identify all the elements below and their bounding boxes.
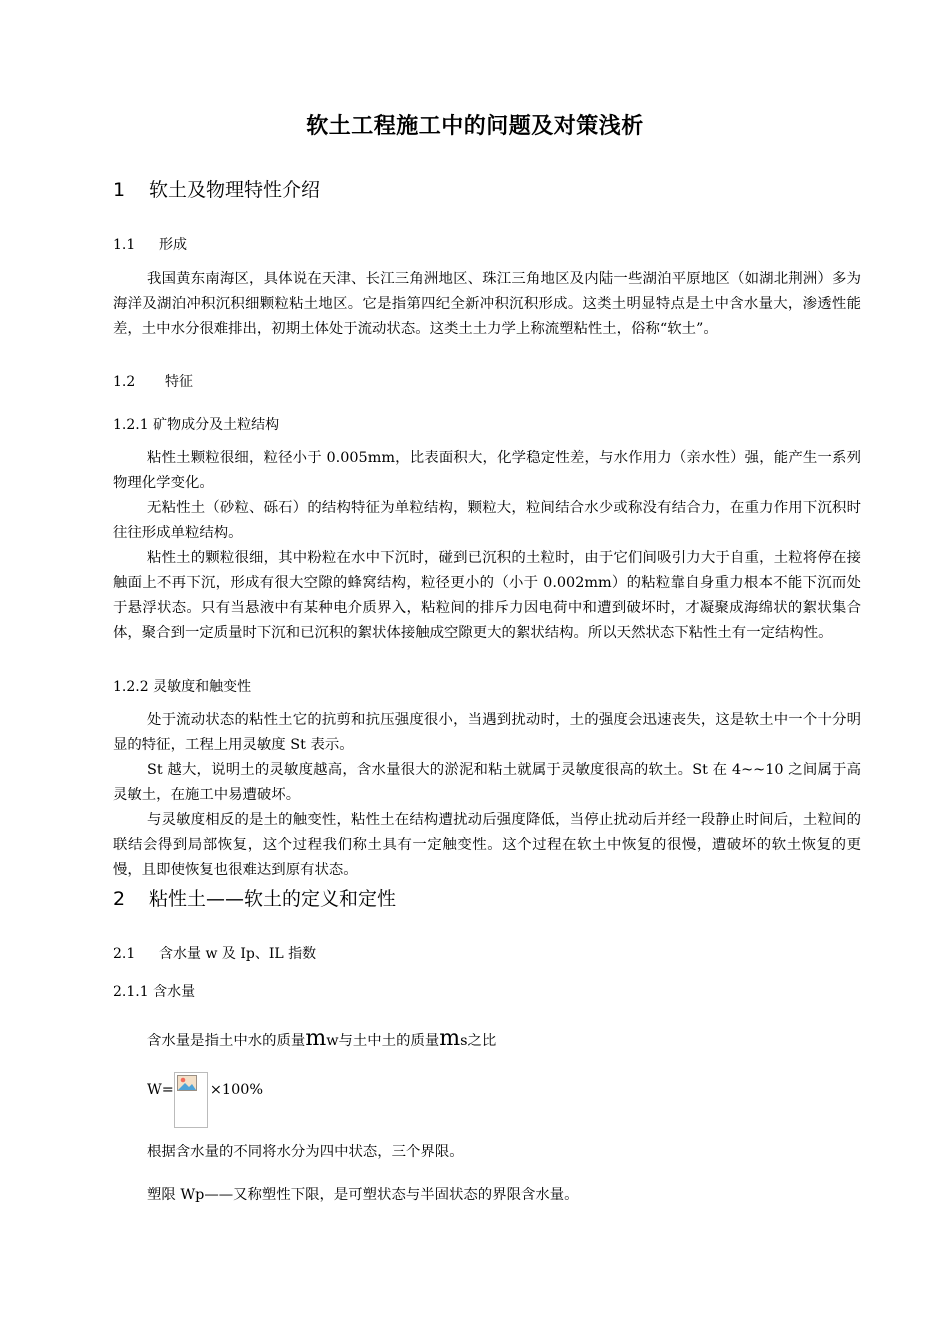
symbol-m: m: [439, 1026, 461, 1051]
section-1-2-2-heading: 1.2.2 灵敏度和触变性: [113, 679, 252, 695]
text-segment: 与土中土的质量: [338, 1033, 440, 1049]
moisture-definition: [147, 1028, 496, 1050]
symbol-m: m: [305, 1026, 327, 1051]
states-line: 根据含水量的不同将水分为四中状态，三个界限。: [147, 1144, 464, 1160]
section-number: 1.2: [113, 374, 136, 390]
paragraph-text: 粘性土颗粒很细，粒径小于 0.005mm，比表面积大，化学稳定性差，与水作用力（亲水性）强，能产生一系列物理化学变化。: [113, 450, 861, 491]
paragraph-text: 处于流动状态的粘性土它的抗剪和抗压强度很小，当遇到扰动时，土的强度会迅速丧失，这是软土中一个十分明显的特征，工程上用灵敏度 St 表示。: [113, 712, 861, 753]
symbol-sub-w: w: [326, 1033, 339, 1049]
document-title: 软土工程施工中的问题及对策浅析: [306, 114, 644, 139]
section-number: 1.1: [113, 237, 136, 253]
section-1-2-1-heading: 1.2.1 矿物成分及土粒结构: [113, 417, 280, 433]
section-number: 2: [113, 888, 126, 910]
paragraph-text: 我国黄东南海区，具体说在天津、长江三角洲地区、珠江三角地区及内陆一些湖泊平原地区（如湖北荆洲）多为海洋及湖泊冲积沉积细颗粒粘土地区。它是指第四纪全新冲积沉积形成。这类土明显特点是土中含水量大，渗透性能差，土中水分很难排出，初期土体处于流动状态。这类土土力学上称流塑粘性土，俗称“软土”。: [113, 271, 861, 337]
broken-image-icon: [177, 1075, 197, 1091]
section-label: 特征: [165, 374, 193, 390]
paragraph-text: 无粘性土（砂粒、砾石）的结构特征为单粒结构，颗粒大，粒间结合水少或称没有结合力，在重力作用下沉积时往往形成单粒结构。: [113, 500, 861, 541]
paragraph-mineral: [113, 446, 861, 646]
section-number: 2.1: [113, 946, 136, 962]
text-segment: 之比: [467, 1033, 497, 1049]
moisture-formula: [147, 1072, 263, 1128]
paragraph-text: 粘性土的颗粒很细，其中粉粒在水中下沉时，碰到已沉积的土粒时，由于它们间吸引力大于自重，土粒将停在接触面上不再下沉，形成有很大空隙的蜂窝结构，粒径更小的（小于 0.002mm）的粘粒靠自身重力根本不能下沉而处于悬浮状态。只有当悬液中有某种电介质界入，粘粒间的排斥力因电荷中和遭到破坏时，才凝聚成海绵状的絮状集合体，聚合到一定质量时下沉和已沉积的絮状体接触成空隙更大的絮状结构。所以天然状态下粘性土有一定结构性。: [113, 550, 861, 641]
paragraph-text: St 越大，说明土的灵敏度越高，含水量很大的淤泥和粘土就属于灵敏度很高的软土。St 在 4~~10 之间属于高灵敏土，在施工中易遭破坏。: [113, 762, 861, 803]
section-2-1-heading: [113, 943, 316, 963]
section-label: 形成: [159, 237, 187, 253]
symbol-sub-s: s: [460, 1033, 468, 1049]
paragraph-text: 与灵敏度相反的是土的触变性，粘性土在结构遭扰动后强度降低，当停止扰动后并经一段静止时间后，土粒间的联结会得到局部恢复，这个过程我们称土具有一定触变性。这个过程在软土中恢复的很慢，遭破坏的软土恢复的更慢，且即使恢复也很难达到原有状态。: [113, 812, 861, 878]
section-label: 含水量 w 及 Ip、IL 指数: [159, 946, 317, 962]
section-1-1-heading: [113, 234, 187, 254]
section-1-heading: [113, 175, 320, 202]
formula-prefix: W=: [147, 1082, 174, 1098]
paragraph-formation: [113, 267, 861, 342]
formula-suffix: ×100%: [209, 1082, 264, 1098]
section-1-2-heading: [113, 371, 193, 391]
section-2-1-1-heading: 2.1.1 含水量: [113, 984, 196, 1000]
section-number: 1: [113, 179, 126, 201]
paragraph-sensitivity: [113, 708, 861, 883]
plastic-limit-line: 塑限 Wp——又称塑性下限，是可塑状态与半固状态的界限含水量。: [147, 1187, 579, 1203]
section-2-heading: [113, 884, 396, 911]
section-label: 软土及物理特性介绍: [149, 179, 321, 201]
section-label: 粘性土——软土的定义和定性: [149, 888, 397, 910]
formula-image-placeholder: [174, 1072, 208, 1128]
text-segment: 含水量是指土中水的质量: [147, 1033, 306, 1049]
